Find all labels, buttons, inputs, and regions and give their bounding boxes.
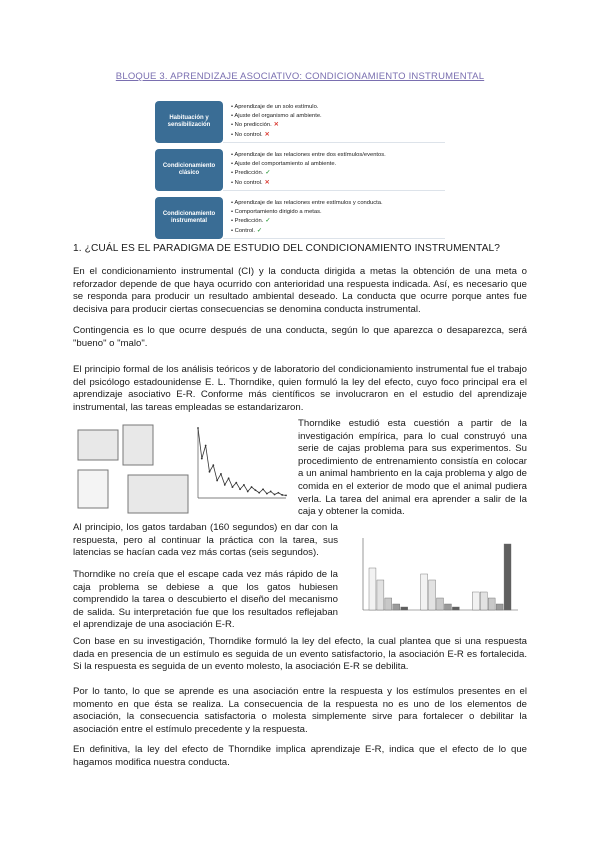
list-item: • Control. ✓ xyxy=(231,227,262,234)
puzzle-box-illustration xyxy=(78,425,188,513)
bar xyxy=(429,580,436,610)
page-header: BLOQUE 3. APRENDIZAJE ASOCIATIVO: CONDICIONAMIENTO INSTRUMENTAL xyxy=(115,71,485,82)
bar xyxy=(504,544,511,610)
list-item: • Comportamiento dirigido a metas. xyxy=(231,209,322,216)
data-point xyxy=(262,488,264,490)
data-point xyxy=(247,491,249,493)
data-point xyxy=(239,488,241,490)
table-row xyxy=(155,197,445,239)
paragraph: Al principio, los gatos tardaban (160 segundos) en dar con la respuesta, pero al continuar la práctica con la tarea, sus latencias se hacían cada vez más cortas (seis segundos). xyxy=(73,522,338,559)
data-point xyxy=(205,445,207,447)
data-point xyxy=(212,464,214,466)
paragraph: El principio formal de los análisis teóricos y de laboratorio del condicionamiento instrumental fue el trabajo del psicólogo estadounidense E. L. Thorndike, quien formuló la ley del efecto, cuyo foco principal era el aprendizaje asociativo E-R. Conforme más científicos se involucraron en el estudio del aprendizaje instrumental, las tareas empleadas se estandarizaron. xyxy=(73,364,527,413)
latency-bar-chart xyxy=(343,530,523,630)
puzzle-box-3 xyxy=(128,475,188,513)
list-item: • No predicción. ✕ xyxy=(231,122,279,129)
puzzle-box-1 xyxy=(78,430,118,460)
section-heading: 1. ¿CUÁL ES EL PARADIGMA DE ESTUDIO DEL CONDICIONAMIENTO INSTRUMENTAL? xyxy=(73,243,501,254)
row-label: Condicionamiento clásico xyxy=(155,149,223,191)
list-item: • Aprendizaje de un solo estímulo. xyxy=(231,104,319,110)
row-items xyxy=(223,101,445,143)
bar xyxy=(472,592,479,610)
paragraph: Por lo tanto, lo que se aprende es una asociación entre la respuesta y los estímulos presentes en el momento en que ésta se realiza. La consecuencia de la respuesta no es uno de los elementos de asociación, la consecuencia satisfactoria o molesta simplemente sirve para fortalecer o debilitar la asociación entre el estímulo precedente y la respuesta. xyxy=(73,686,527,735)
data-point xyxy=(285,494,287,496)
paragraph: Thorndike no creía que el escape cada vez más rápido de la caja problema se debiese a que los gatos hubiesen comprendido la tarea o descubierto el diseño del mecanismo de salida. Su interpretación fue que los resultados reflejaban el aprendizaje de una asociación E-R. xyxy=(73,569,338,631)
bar xyxy=(496,604,503,610)
bar xyxy=(377,580,384,610)
bar xyxy=(444,604,451,610)
data-point xyxy=(277,492,279,494)
bar xyxy=(480,592,487,610)
data-point xyxy=(254,489,256,491)
table-row xyxy=(155,149,445,191)
bar xyxy=(385,598,392,610)
data-point xyxy=(228,477,230,479)
row-label: Habituación y sensibilización xyxy=(155,101,223,143)
list-item: • Ajuste del organismo al ambiente. xyxy=(231,113,322,120)
data-point xyxy=(266,493,268,495)
data-point xyxy=(243,484,245,486)
row-items xyxy=(223,149,445,191)
paragraph: En el condicionamiento instrumental (CI) y la conducta dirigida a metas la obtención de una meta o reforzador depende de que haya ocurrido con anterioridad una respuesta indicada. Así, es necesario que se responda para producir un resultado ambiental deseado. La conducta que ocurre porque antes fue decisiva para producir ciertas consecuencias se denomina conducta instrumental. xyxy=(73,266,527,315)
data-point xyxy=(220,473,222,475)
puzzle-box-2 xyxy=(123,425,153,465)
data-point xyxy=(216,480,218,482)
list-item: • Predicción. ✓ xyxy=(231,170,271,177)
bar xyxy=(488,598,495,610)
row-items xyxy=(223,197,445,239)
bar xyxy=(452,607,459,610)
table-row xyxy=(155,101,445,143)
bar xyxy=(369,568,376,610)
paradigm-table xyxy=(155,101,445,245)
data-point xyxy=(209,471,211,473)
data-point xyxy=(281,494,283,496)
list-item: • Aprendizaje de las relaciones entre estímulos y conducta. xyxy=(231,200,383,206)
list-item: • Aprendizaje de las relaciones entre dos estímulos/eventos. xyxy=(231,152,386,158)
paragraph: En definitiva, la ley del efecto de Thorndike implica aprendizaje E-R, indica que el efecto de lo que hagamos modifica nuestra conducta. xyxy=(73,744,527,768)
bar xyxy=(393,604,400,610)
data-point xyxy=(232,486,234,488)
row-label: Condicionamiento instrumental xyxy=(155,197,223,239)
list-item: • No control. ✕ xyxy=(231,179,270,186)
bar xyxy=(401,607,408,610)
paragraph: Thorndike estudió esta cuestión a partir de la investigación empírica, para lo cual construyó una serie de cajas problema para sus experimentos. Su procedimiento de entrenamiento consistía en colocar a un animal hambriento en la caja problema y algo de comida en el exterior de modo que el animal pudiera verla. La tarea del animal era aprender a salir de la caja y obtener la comida. xyxy=(298,418,527,518)
data-point xyxy=(258,492,260,494)
data-point xyxy=(251,486,253,488)
cross-icon: ✕ xyxy=(273,122,279,129)
paragraph: Contingencia es lo que ocurre después de una conducta, según lo que aparezca o desaparezca, será "bueno" o "malo". xyxy=(73,325,527,349)
list-item: • No control. ✕ xyxy=(231,131,270,138)
series-line xyxy=(198,428,286,495)
check-icon: ✓ xyxy=(265,170,271,177)
puzzle-box-4 xyxy=(78,470,108,508)
list-item: • Ajuste del comportamiento al ambiente. xyxy=(231,161,337,168)
paragraph: Con base en su investigación, Thorndike formuló la ley del efecto, la cual plantea que si una respuesta dada en presencia de un estímulo es seguida de un evento satisfactorio, la asociación E-R es fortalecida. Si la respuesta es seguida de un evento molesto, la asociación E-R se debilita. xyxy=(73,636,527,673)
latency-line-chart xyxy=(197,427,287,498)
data-point xyxy=(235,482,237,484)
list-item: • Predicción. ✓ xyxy=(231,218,271,225)
bar xyxy=(437,598,444,610)
cross-icon: ✕ xyxy=(264,179,270,186)
data-point xyxy=(274,494,276,496)
data-point xyxy=(224,484,226,486)
data-point xyxy=(201,458,203,460)
data-point xyxy=(270,491,272,493)
cross-icon: ✕ xyxy=(264,131,270,138)
puzzle-box-figure xyxy=(73,420,291,517)
bar xyxy=(421,574,428,610)
check-icon: ✓ xyxy=(265,218,271,225)
data-point xyxy=(197,427,199,429)
check-icon: ✓ xyxy=(256,227,262,234)
